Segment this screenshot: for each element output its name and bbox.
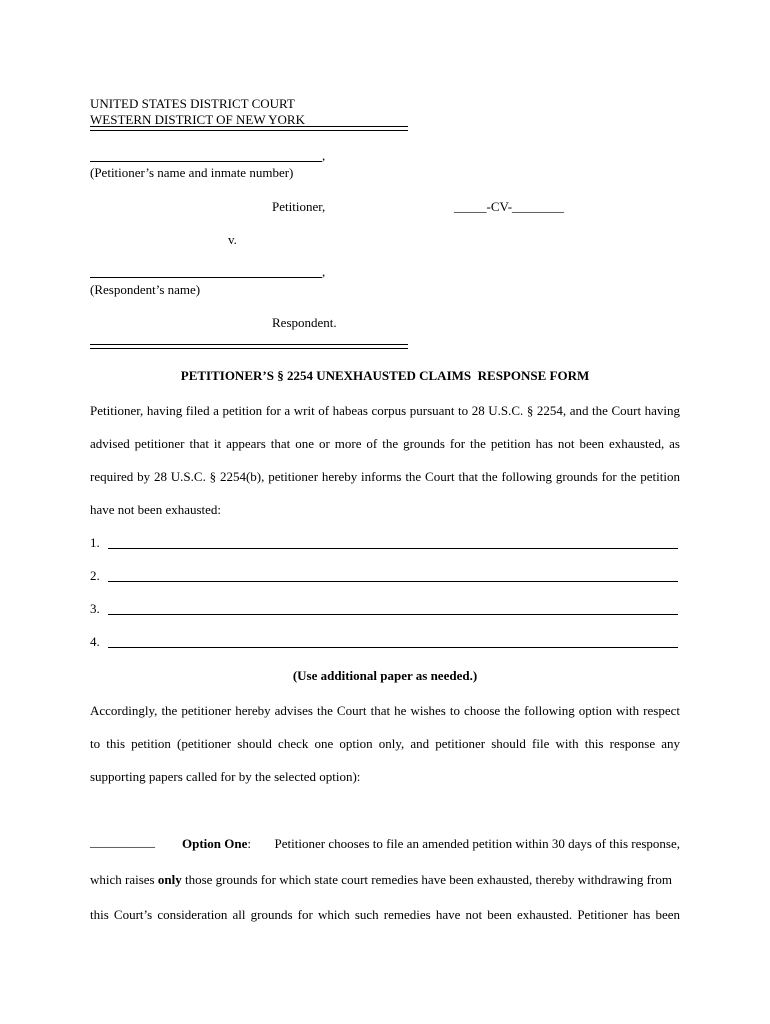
form-title: PETITIONER’S § 2254 UNEXHAUSTED CLAIMS RESPONSE FORM <box>180 368 590 383</box>
respondent-role: Respondent. <box>272 315 337 330</box>
petitioner-name-label: (Petitioner’s name and inmate number) <box>90 165 294 180</box>
intro-line-3: required by 28 U.S.C. § 2254(b), petitioner hereby informs the Court that the following grounds for the petition <box>90 469 680 484</box>
court-district: WESTERN DISTRICT OF NEW YORK <box>90 112 305 127</box>
option-one-only: only <box>157 872 182 887</box>
case-number-field[interactable]: _____-CV-________ <box>454 199 565 214</box>
accordingly-line-3: supporting papers called for by the selected option): <box>90 769 361 784</box>
ground-number-2: 2. <box>90 568 100 583</box>
intro-line-4: have not been exhausted: <box>90 502 222 517</box>
intro-line-2: advised petitioner that it appears that one or more of the grounds for the petition has not been exhausted, as <box>90 436 680 451</box>
option-one-heading <box>182 836 251 852</box>
additional-paper-note: (Use additional paper as needed.) <box>292 668 478 683</box>
ground-field-4[interactable] <box>108 647 678 648</box>
ground-number-3: 3. <box>90 601 100 616</box>
ground-number-4: 4. <box>90 634 100 649</box>
option-one-line-1-text: Petitioner chooses to file an amended petition within 30 days of this response, <box>274 836 680 851</box>
petitioner-name-field[interactable] <box>90 161 322 162</box>
petitioner-role: Petitioner, <box>272 199 326 214</box>
ground-number-1: 1. <box>90 535 100 550</box>
option-one-line-1 <box>182 836 680 852</box>
option-one-line-2-pre: which raises <box>90 872 158 887</box>
option-one-label: Option One <box>182 836 248 851</box>
ground-field-2[interactable] <box>108 581 678 582</box>
petitioner-comma: , <box>322 148 326 163</box>
caption-double-rule <box>90 344 408 349</box>
respondent-comma: , <box>322 264 326 279</box>
accordingly-line-1: Accordingly, the petitioner hereby advises the Court that he wishes to choose the following option with respect <box>90 703 680 718</box>
intro-line-1: Petitioner, having filed a petition for a writ of habeas corpus pursuant to 28 U.S.C. § 2254, and the Court having <box>90 403 680 418</box>
option-one-line-3: this Court’s consideration all grounds for which such remedies have not been exhausted. Petitioner has been <box>90 907 680 922</box>
ground-field-3[interactable] <box>108 614 678 615</box>
option-one-line-2-post: those grounds for which state court remedies have been exhausted, thereby withdrawing from <box>181 872 672 887</box>
option-one-colon: : <box>247 836 251 851</box>
respondent-name-field[interactable] <box>90 277 322 278</box>
versus-text: v. <box>228 232 237 247</box>
respondent-name-label: (Respondent’s name) <box>90 282 201 297</box>
header-double-rule <box>90 126 408 131</box>
option-one-checkbox-blank[interactable]: __________ <box>90 834 155 849</box>
option-one-line-2 <box>90 872 680 888</box>
court-name: UNITED STATES DISTRICT COURT <box>90 96 295 111</box>
accordingly-line-2: to this petition (petitioner should check one option only, and petitioner should file with this response any <box>90 736 680 751</box>
ground-field-1[interactable] <box>108 548 678 549</box>
